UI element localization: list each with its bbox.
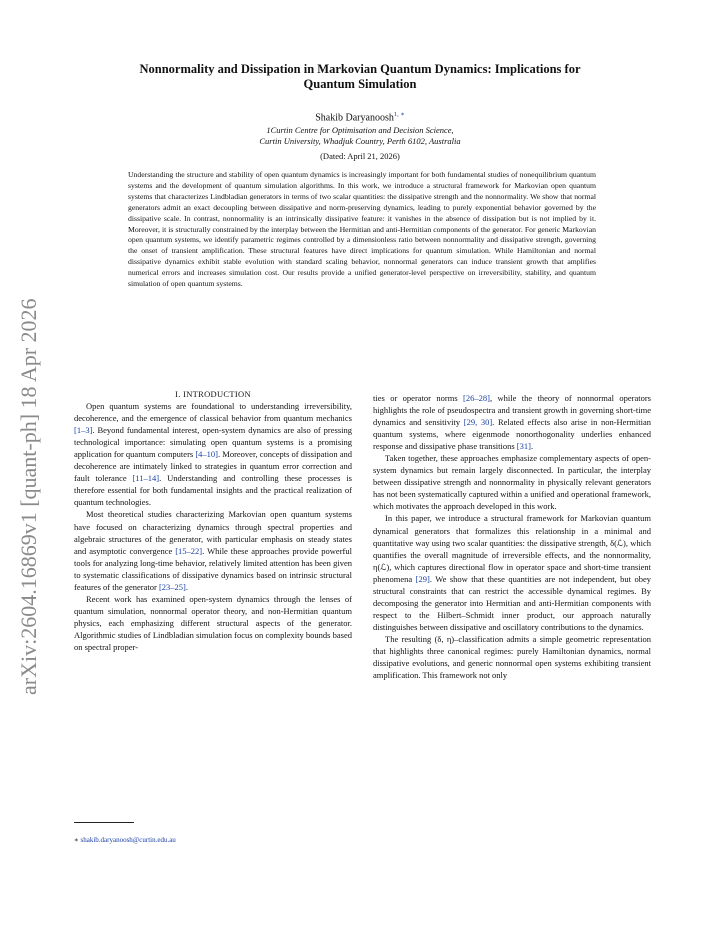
right-column (373, 392, 651, 681)
affiliation-line-1: 1Curtin Centre for Optimisation and Decision Science, (266, 125, 454, 135)
title-line-2: Quantum Simulation (303, 77, 417, 91)
title-line-1: Nonnormality and Dissipation in Markovian Quantum Dynamics: Implications for (139, 62, 581, 76)
citation-link[interactable]: [31] (516, 441, 531, 452)
citation-link[interactable]: [11–14] (132, 473, 160, 484)
right-paragraph-4: The resulting (δ, η)–classification admits a simple geometric representation that highlights three canonical regimes: purely Hamiltonian dynamics, normal dissipative evolutions, and generic nonnormal open systems exhibiting transient amplification. This framework not only (373, 633, 651, 681)
footnote-divider (74, 822, 134, 823)
abstract: Understanding the structure and stability of open quantum dynamics is increasingly important for both fundamental studies of nonequilibrium quantum systems and the development of quantum simulation algorithms. In this work, we introduce a structural framework for Markovian open quantum systems that characterizes Lindbladian generators in terms of two scalar quantities: the dissipative strength and the nonnormality. We show that normal generators admit an exact decoupling between dissipative and norm-preserving dynamics, leading to purely exponential behavior governed by the dissipative scale. In contrast, nonnormality is an intrinsically dissipative feature: it vanishes in the absence of dissipation but is not implied by it. Moreover, it is structurally constrained by the interplay between the Hermitian and anti-Hermitian components of the generator. For generic Markovian open quantum systems, we identify parametric regimes controlled by a dimensionless ratio between nonnormality and dissipative strength, governing the onset of transient amplification. These structural features have direct implications for quantum simulation. While Hamiltonian and normal dissipative dynamics exhibit stable evolution with standard scaling behavior, nonnormal generators can induce transient growth that amplifies numerical errors and increases simulation cost. Our results provide a unified generator-level perspective on irreversibility, stability, and quantum simulation of open quantum systems. (128, 170, 596, 289)
affiliation (70, 125, 650, 147)
right-paragraph-1: ties or operator norms [26–28], while the theory of nonnormal operators highlights the role of pseudospectra and transient growth in governing short-time dynamics and sensitivity [29, 30]. Related effects also arise in non-Hermitian quantum systems, where eigenmode nonorthogonality underlies enhanced response and dissipative phase transitions [31]. (373, 393, 651, 452)
intro-paragraph-3: Recent work has examined open-system dynamics through the lenses of quantum simulation, nonnormal operator theory, and non-Hermitian quantum physics, each emphasizing different structural aspects of the generator. Algorithmic studies of Lindbladian simulation focus on complexity bounds based on spectral proper- (74, 593, 352, 652)
citation-link[interactable]: [29, 30] (463, 417, 493, 428)
right-paragraph-2: Taken together, these approaches emphasize complementary aspects of open-system dynamics but remain largely disconnected. In particular, the interplay between dissipative strength and nonnormality in physically relevant generators has not been systematically captured within a unified and operational framework, which motivates the approach developed in this work. (373, 453, 651, 512)
arxiv-identifier-sidebar (6, 230, 46, 700)
citation-link[interactable]: [15–22] (175, 545, 203, 556)
intro-paragraph-2: Most theoretical studies characterizing Markovian open quantum systems have focused on characterizing dynamics through spectral properties and algebraic structures of the generator, with particular emphasis on steady states and asymptotic convergence [15–22]. While these approaches provide powerful tools for analyzing long-time behavior, relatively limited attention has been given to systematic classifications of dissipative dynamics based on intrinsic structural features of the generator [23–25]. (74, 509, 352, 592)
footnote-mark: ∗ (74, 836, 79, 844)
citation-link[interactable]: [4–10] (195, 449, 219, 460)
citation-link[interactable]: [1–3] (74, 425, 93, 436)
citation-link[interactable]: [29] (415, 573, 430, 584)
right-paragraph-3: In this paper, we introduce a structural framework for Markovian quantum dynamical generators that formalizes this relationship in a minimal and quantitative way using two scalar quantities: the dissipative strength, δ(ℒ), which quantifies the overall magnitude of irreversible effects, and the nonnormality, η(ℒ), which captures directional flow in operator space and short-time transient phenomena [29]. We show that these quantities are not independent, but obey structural constraints that can restrict the accessible dynamical regimes. By decomposing the generator into Hermitian and anti-Hermitian components with respect to the Hilbert–Schmidt inner product, our approach naturally distinguishes between dissipative and oscillatory contributions to the dynamics. (373, 513, 651, 632)
intro-paragraph-1: Open quantum systems are foundational to understanding irreversibility, decoherence, and the emergence of classical behavior from quantum mechanics [1–3]. Beyond fundamental interest, open-system dynamics are also of pressing technological importance: simulating open quantum systems is a promising application for quantum computers [4–10]. Moreover, concepts of dissipation and decoherence are intimately linked to strategies in quantum error correction and fault tolerance [11–14]. Understanding and controlling these processes is therefore essential for both fundamental insights and the practical realization of quantum technologies. (74, 401, 352, 508)
arxiv-id-text: arXiv:2604.16869v1 [quant-ph] 18 Apr 2026 (16, 298, 41, 695)
author-line (70, 110, 650, 123)
section-heading-introduction: I. INTRODUCTION (175, 389, 251, 399)
paper-title (70, 62, 650, 92)
dated-line: (Dated: April 21, 2026) (320, 151, 400, 161)
author-affil-mark: 1, ∗ (393, 111, 405, 118)
affiliation-line-2: Curtin University, Whadjuk Country, Perth 6102, Australia (259, 136, 461, 146)
citation-link[interactable]: [23–25] (158, 581, 186, 592)
author-name: Shakib Daryanoosh (315, 112, 394, 124)
author-email-link[interactable]: shakib.daryanoosh@curtin.edu.au (80, 836, 176, 844)
citation-link[interactable]: [26–28] (463, 393, 490, 403)
footnote (74, 836, 176, 844)
left-column (74, 388, 352, 653)
